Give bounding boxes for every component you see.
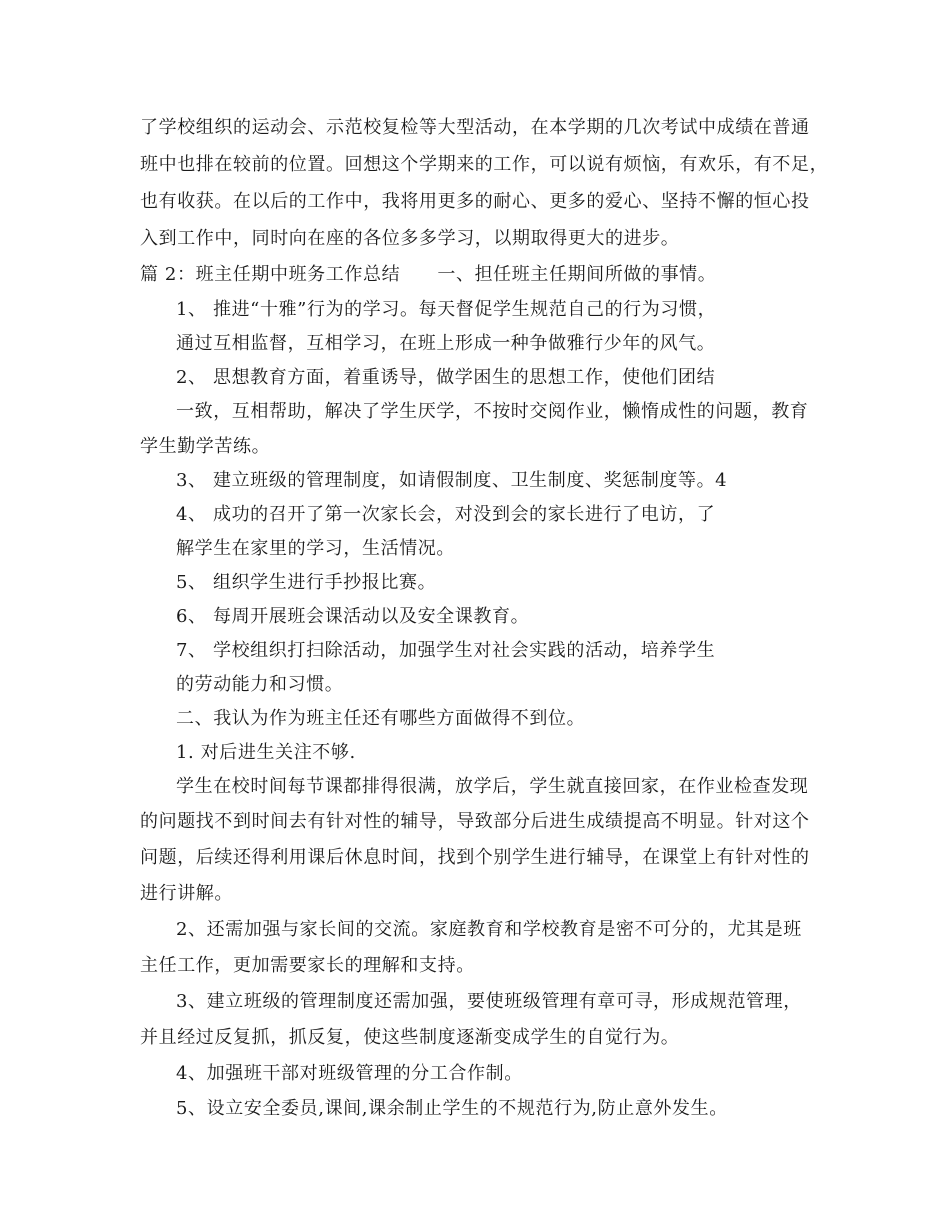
text-line: 也有收获。在以后的工作中，我将用更多的耐心、更多的爱心、坚持不懈的恒心投	[140, 191, 810, 212]
text-line: 了学校组织的运动会、示范校复检等大型活动，在本学期的几次考试中成绩在普通	[140, 117, 810, 138]
list-item: 4、 成功的召开了第一次家长会，对没到会的家长进行了电访，了	[176, 504, 716, 525]
text-line: 入到工作中，同时向在座的各位多多学习，以期取得更大的进步。	[140, 228, 680, 249]
text-line: 进行讲解。	[140, 883, 233, 904]
list-item: 2、 思想教育方面，着重诱导，做学困生的思想工作，使他们团结	[176, 367, 716, 388]
text-line: 学生在校时间每节课都排得很满，放学后，学生就直接回家，在作业检查发现	[176, 776, 809, 797]
text-line: 班中也排在较前的位置。回想这个学期来的工作，可以说有烦恼，有欢乐，有不足，	[140, 154, 829, 175]
list-item: 5、 组织学生进行手抄报比赛。	[176, 572, 437, 593]
text-line: 通过互相监督，互相学习，在班上形成一种争做雅行少年的风气。	[176, 333, 716, 354]
text-line: 并且经过反复抓，抓反复，使这些制度逐渐变成学生的自觉行为。	[140, 1027, 680, 1048]
text-line: 一致，互相帮助，解决了学生厌学，不按时交阅作业，懒惰成性的问题，教育	[176, 401, 809, 422]
list-item: 6、 每周开展班会课活动以及安全课教育。	[176, 606, 530, 627]
text-line: 问题，后续还得利用课后休息时间，找到个别学生进行辅导，在课堂上有针对性的	[140, 847, 810, 868]
text-line: 主任工作，更加需要家长的理解和支持。	[140, 955, 475, 976]
list-item: 3、 建立班级的管理制度，如请假制度、卫生制度、奖惩制度等。4	[176, 470, 728, 491]
list-item: 1. 对后进生关注不够.	[176, 742, 356, 763]
text-line: 学生勤学苦练。	[140, 436, 271, 457]
section-heading: 篇 2：班主任期中班务工作总结 一、担任班主任期间所做的事情。	[140, 264, 717, 285]
list-item: 2、还需加强与家长间的交流。家庭教育和学校教育是密不可分的，尤其是班	[176, 919, 802, 940]
list-item: 4、加强班干部对班级管理的分工合作制。	[176, 1063, 523, 1084]
list-item: 1、 推进“十雅”行为的学习。每天督促学生规范自己的行为习惯，	[176, 299, 717, 320]
text-line: 解学生在家里的学习，生活情况。	[176, 538, 455, 559]
list-item: 7、 学校组织打扫除活动，加强学生对社会实践的活动，培养学生	[176, 640, 716, 661]
section-heading: 二、我认为作为班主任还有哪些方面做得不到位。	[176, 708, 586, 729]
text-line: 的劳动能力和习惯。	[176, 674, 344, 695]
text-line: 的问题找不到时间去有针对性的辅导，导致部分后进生成绩提高不明显。针对这个	[140, 811, 810, 832]
list-item: 3、建立班级的管理制度还需加强，要使班级管理有章可寻，形成规范管理，	[176, 991, 802, 1012]
list-item: 5、设立安全委员,课间,课余制止学生的不规范行为,防止意外发生。	[176, 1098, 728, 1119]
